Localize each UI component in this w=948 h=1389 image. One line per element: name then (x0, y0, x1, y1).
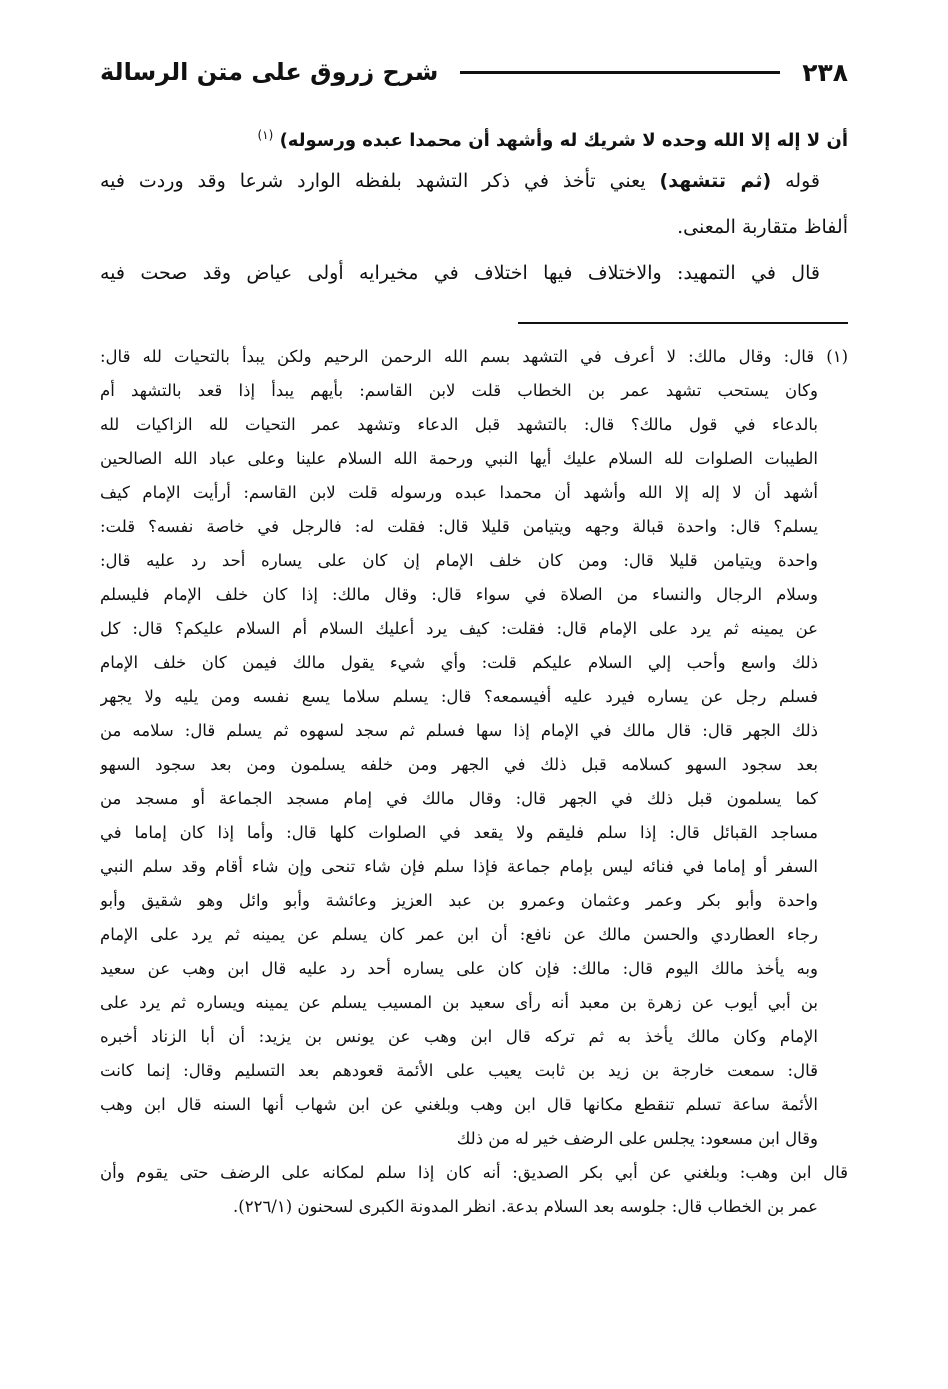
footnote-line: بعد سجود السهو كسلامه قبل ذلك في الجهر ومن خلفه يسلمون ومن بعد سجود السهو (100, 755, 818, 774)
footnote-line: أشهد أن لا إله إلا الله وأشهد أن محمدا عبده ورسوله قلت لابن القاسم: أرأيت الإمام كيف (100, 483, 818, 502)
footnote-line: وبه يأخذ مالك اليوم قال: مالك: فإن كان على يساره أحد رد عليه قال ابن وهب عن سعيد (100, 959, 818, 978)
footnote-line: الإمام وكان مالك يأخذ به ثم تركه قال ابن وهب عن يونس بن يزيد: أن أبا الزناد أخبره (100, 1027, 818, 1046)
main-line-2-highlight: (ثم تتشهد) (659, 170, 772, 192)
footnote-line: وكان يستحب تشهد عمر بن الخطاب قلت لابن القاسم: بأيهم يبدأ إذا قعد بالتشهد أم (100, 381, 818, 400)
header-rule (460, 71, 780, 74)
running-title: شرح زروق على متن الرسالة (100, 58, 439, 86)
footnote-line: بن أبي أيوب عن زهرة بن معبد أنه رأى سعيد بن المسيب يسلم عن يمينه ويساره ثم يرد على (100, 993, 818, 1012)
footnote-line: قال: سمعت خارجة بن زيد بن ثابت يعيب على الأئمة قعودهم بعد التسليم وقال: إنما كانت (100, 1061, 818, 1080)
footnote-line: عن يمينه ثم يرد على الإمام قال: فقلت: كيف يرد أعليك السلام أم السلام عليكم؟ قال: كل (100, 619, 818, 638)
main-line-1-text: أن لا إله إلا الله وحده لا شريك له وأشهد أن محمدا عبده ورسوله) (279, 130, 848, 151)
main-line-4: قال في التمهيد: والاختلاف فيها اختلاف في مخيرايه أولى عياض وقد صحت فيه (100, 262, 820, 284)
footnote-line: بالدعاء في قول مالك؟ قال: بالتشهد قبل الدعاء وتشهد عمر التحيات لله الزاكيات لله (100, 415, 818, 434)
footnote-separator (518, 322, 848, 324)
footnote-line: السفر أو إماما في فنائه ليس بإمام جماعة فإذا سلم فإن شاء تنحى وإن شاء أقام وقد سلم النبي (100, 857, 818, 876)
footnote-line: ذلك واسع وأحب إلي السلام عليكم قلت: وأي شيء يقول مالك فيمن كان خلف الإمام (100, 653, 818, 672)
footnotes (100, 340, 848, 1224)
footnote-line: الأئمة ساعة تسلم تنقطع مكانها قال ابن وهب وبلغني عن ابن شهاب أنها السنه قال ابن وهب (100, 1095, 818, 1114)
main-line-3: ألفاظ متقاربة المعنى. (677, 216, 848, 238)
footnote-line: فسلم رجل عن يساره فيرد عليه أفيسمعه؟ قال: يسلم سلاما يسع نفسه ومن يليه ولا يجهر (100, 687, 818, 706)
main-line-2-rest: يعني تأخذ في ذكر التشهد بلفظه الوارد شرعا وقد وردت فيه (100, 170, 646, 192)
footnote-line: عمر بن الخطاب قال: جلوسه بعد السلام بدعة. انظر المدونة الكبرى لسحنون (٢٢٦/١). (233, 1197, 818, 1216)
main-line-2-prefix: قوله (785, 170, 820, 192)
footnote-line: واحدة وأبو بكر وعمر وعثمان وعمرو بن عبد العزيز وعائشة وأبو وائل وهو شقيق وأبو (100, 891, 818, 910)
footnote-line: رجاء العطاردي والحسن مالك عن نافع: أن ابن عمر كان يسلم عن يمينه ثم يرد على الإمام (100, 925, 818, 944)
footnote-line: يسلم؟ قال: واحدة قبالة وجهه ويتيامن قليلا قال: فقلت له: فالرجل في خاصة نفسه؟ قلت: (100, 517, 818, 536)
footnote-line: قال ابن وهب: وبلغني عن أبي بكر الصديق: أنه كان إذا سلم لمكانه على الرضف حتى يقوم وأن (100, 1163, 848, 1182)
footnote-line: (١) قال: وقال مالك: لا أعرف في التشهد بسم الله الرحمن الرحيم ولكن يبدأ بالتحيات لله قال: (100, 347, 848, 366)
footnote-line: كما يسلمون قبل ذلك في الجهر قال: وقال مالك في إمام مسجد الجماعة أو مسجد من (100, 789, 818, 808)
footnote-line: ذلك الجهر قال: قال مالك في الإمام إذا سها فسلم ثم سجد لسهوه ثم يسلم قال: سلامه من (100, 721, 818, 740)
main-text (100, 112, 848, 296)
main-line-2 (100, 158, 848, 204)
footnote-line: واحدة ويتيامن قليلا قال: ومن كان خلف الإمام إن كان على يساره أحد رد عليه قال: (100, 551, 818, 570)
footnote-line: وقال ابن مسعود: يجلس على الرضف خير له من ذلك (456, 1129, 818, 1148)
footnote-line: مساجد القبائل قال: إذا سلم فليقم ولا يقعد في الصلوات كلها قال: وأما إذا كان إماما في (100, 823, 818, 842)
page-header (100, 52, 848, 92)
footnote-line: وسلام الرجال والنساء من الصلاة في سواء قال: وقال مالك: إذا كان خلف الإمام فليسلم (100, 585, 818, 604)
main-line-1 (100, 112, 848, 158)
footnote-line: الطيبات الصلوات لله السلام عليك أيها النبي ورحمة الله السلام علينا وعلى عباد الله الصالحين (100, 449, 818, 468)
footnote-ref: (١) (257, 128, 274, 142)
page-number: ٢٣٨ (802, 57, 848, 87)
